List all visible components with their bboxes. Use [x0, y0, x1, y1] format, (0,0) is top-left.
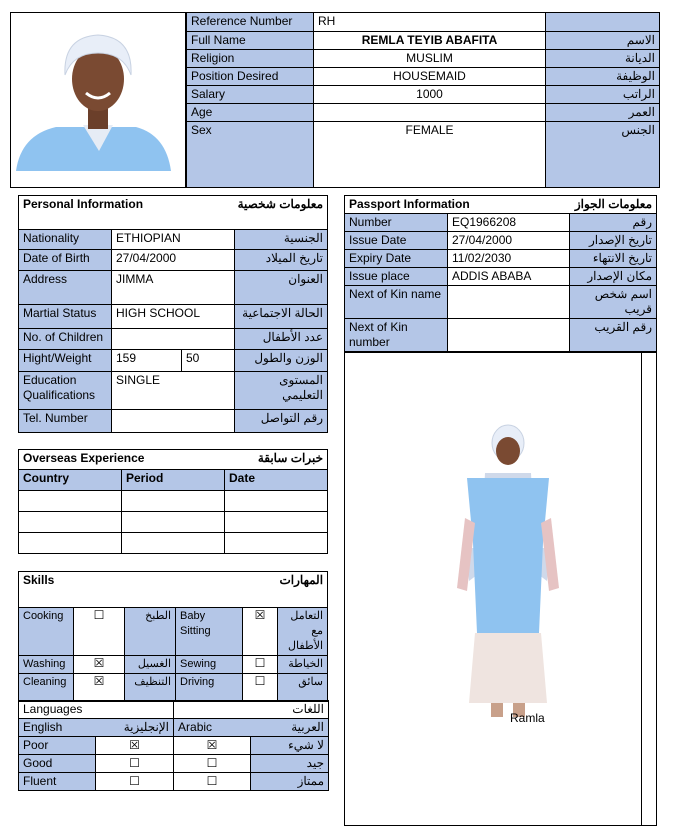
table-row	[19, 608, 328, 656]
portrait-photo	[11, 13, 185, 187]
table-row	[187, 122, 660, 188]
label-ar: عدد الأطفال	[235, 329, 328, 350]
english-checkbox[interactable]: ☐	[129, 774, 140, 788]
language-english-ar: الإنجليزية	[96, 719, 174, 737]
label-ar: العمر	[546, 104, 660, 122]
languages-table	[18, 700, 329, 791]
table-row	[19, 533, 328, 554]
label-ar: الجنسية	[235, 230, 328, 250]
section-title-ar: معلومات شخصية	[182, 196, 328, 230]
section-title-ar: معلومات الجواز	[570, 196, 657, 214]
table-row	[19, 372, 328, 410]
section-title-ar: خبرات سابقة	[225, 450, 328, 470]
table-row	[19, 674, 328, 702]
skill-checkbox[interactable]: ☐	[254, 656, 266, 670]
label: Sex	[187, 122, 314, 188]
english-checkbox[interactable]: ☐	[129, 756, 140, 770]
label: Nationality	[19, 230, 112, 250]
value	[314, 104, 546, 122]
table-row	[19, 305, 328, 329]
value: 27/04/2000	[448, 232, 570, 250]
arabic-checkbox[interactable]: ☐	[206, 774, 218, 788]
value: SINGLE	[112, 372, 235, 410]
label: Education Qualifications	[19, 372, 112, 410]
table-row	[19, 491, 328, 512]
label-ar: رقم التواصل	[235, 410, 328, 433]
label-ar: الحالة الاجتماعية	[235, 305, 328, 329]
skill-label: Sewing	[176, 656, 243, 674]
column-header: Date	[225, 470, 328, 491]
value	[448, 286, 570, 319]
label: Age	[187, 104, 314, 122]
full-body-photo	[405, 423, 605, 723]
cell	[225, 512, 328, 533]
language-arabic: Arabic	[174, 719, 251, 737]
label: Hight/Weight	[19, 350, 112, 372]
table-row	[19, 271, 328, 305]
label-ar: الراتب	[546, 86, 660, 104]
skill-checkbox[interactable]: ☒	[93, 674, 105, 688]
label: Issue Date	[345, 232, 448, 250]
cell	[19, 491, 122, 512]
overseas-experience-table	[18, 449, 328, 554]
portrait-photo-frame	[10, 12, 186, 188]
section-title-ar: المهارات	[176, 572, 328, 608]
full-body-photo-frame	[344, 352, 657, 826]
table-row	[19, 773, 329, 791]
value	[448, 319, 570, 352]
value: HOUSEMAID	[314, 68, 546, 86]
table-row	[19, 737, 329, 755]
value: 27/04/2000	[112, 250, 235, 271]
table-row	[187, 32, 660, 50]
cell	[122, 533, 225, 554]
table-row	[345, 286, 657, 319]
label: Salary	[187, 86, 314, 104]
skill-label-ar: الغسيل	[125, 656, 176, 674]
table-row	[187, 104, 660, 122]
cell	[225, 533, 328, 554]
cell	[122, 491, 225, 512]
table-row	[19, 656, 328, 674]
label-ar: رقم القريب	[570, 319, 657, 352]
skills-table	[18, 571, 328, 702]
cell	[122, 512, 225, 533]
cell	[225, 491, 328, 512]
label-ar: الوزن والطول	[235, 350, 328, 372]
english-checkbox[interactable]: ☒	[129, 738, 140, 752]
table-row	[19, 230, 328, 250]
label-ar: الوظيفة	[546, 68, 660, 86]
label-ar: تاريخ الإصدار	[570, 232, 657, 250]
skill-label-ar: سائق	[278, 674, 328, 702]
table-row	[187, 86, 660, 104]
skill-checkbox[interactable]: ☒	[254, 608, 266, 622]
label-ar: الاسم	[546, 32, 660, 50]
value	[112, 410, 235, 433]
table-row	[345, 268, 657, 286]
level-label: Poor	[19, 737, 96, 755]
arabic-checkbox[interactable]: ☐	[206, 756, 218, 770]
divider	[641, 353, 642, 825]
value: MUSLIM	[314, 50, 546, 68]
table-row	[19, 350, 328, 372]
table-row	[187, 68, 660, 86]
label-ar: مكان الإصدار	[570, 268, 657, 286]
table-row	[19, 512, 328, 533]
label: Address	[19, 271, 112, 305]
language-arabic-ar: العربية	[251, 719, 329, 737]
level-label-ar: لا شيء	[251, 737, 329, 755]
section-title-ar: اللغات	[174, 701, 329, 719]
table-row	[345, 232, 657, 250]
label-ar: الجنس	[546, 122, 660, 188]
arabic-checkbox[interactable]: ☒	[206, 738, 218, 752]
weight-value: 50	[182, 350, 235, 372]
label: Religion	[187, 50, 314, 68]
skill-checkbox[interactable]: ☐	[93, 608, 105, 622]
label: Tel. Number	[19, 410, 112, 433]
level-label-ar: ممتاز	[251, 773, 329, 791]
skill-checkbox[interactable]: ☐	[254, 674, 266, 688]
header-table	[186, 12, 660, 188]
label: Expiry Date	[345, 250, 448, 268]
level-label-ar: جيد	[251, 755, 329, 773]
value: FEMALE	[314, 122, 546, 188]
value: HIGH SCHOOL	[112, 305, 235, 329]
level-label: Fluent	[19, 773, 96, 791]
value: ETHIOPIAN	[112, 230, 235, 250]
section-title: Languages	[19, 701, 174, 719]
label: No. of Children	[19, 329, 112, 350]
table-row	[187, 50, 660, 68]
value: JIMMA	[112, 271, 235, 305]
table-row	[19, 410, 328, 433]
label: Reference Number	[187, 13, 314, 32]
skill-label-ar: التعامل مع الأطفال	[278, 608, 328, 656]
photo-caption: Ramla	[510, 711, 545, 725]
table-row	[345, 319, 657, 352]
label: Issue place	[345, 268, 448, 286]
cell	[19, 533, 122, 554]
value: 11/02/2030	[448, 250, 570, 268]
label: Martial Status	[19, 305, 112, 329]
passport-info-table	[344, 195, 657, 352]
label: Position Desired	[187, 68, 314, 86]
table-row	[19, 755, 329, 773]
personal-info-table	[18, 195, 328, 433]
skill-label: Washing	[19, 656, 74, 674]
label: Date of Birth	[19, 250, 112, 271]
label: Full Name	[187, 32, 314, 50]
label: Next of Kin number	[345, 319, 448, 352]
value: ADDIS ABABA	[448, 268, 570, 286]
cell	[19, 512, 122, 533]
label-ar: تاريخ الميلاد	[235, 250, 328, 271]
section-title: Personal Information	[19, 196, 182, 230]
skill-checkbox[interactable]: ☒	[93, 656, 105, 670]
label-ar: المستوى التعليمي	[235, 372, 328, 410]
label-ar: تاريخ الانتهاء	[570, 250, 657, 268]
label-ar: رقم	[570, 214, 657, 232]
table-row	[345, 250, 657, 268]
section-title: Overseas Experience	[19, 450, 225, 470]
level-label: Good	[19, 755, 96, 773]
language-english: English	[19, 719, 96, 737]
skill-label-ar: الخياطة	[278, 656, 328, 674]
label-ar: اسم شخص قريب	[570, 286, 657, 319]
label: Number	[345, 214, 448, 232]
value: RH	[314, 13, 546, 32]
value: EQ1966208	[448, 214, 570, 232]
table-row	[19, 250, 328, 271]
skill-label: Baby Sitting	[176, 608, 243, 656]
skill-label: Cooking	[19, 608, 74, 656]
value	[112, 329, 235, 350]
column-header: Period	[122, 470, 225, 491]
section-title: Skills	[19, 572, 176, 608]
height-value: 159	[112, 350, 182, 372]
section-title: Passport Information	[345, 196, 570, 214]
label-ar: العنوان	[235, 271, 328, 305]
skill-label-ar: الطبخ	[125, 608, 176, 656]
full-name: REMLA TEYIB ABAFITA	[314, 32, 546, 50]
skill-label-ar: التنظيف	[125, 674, 176, 702]
table-row	[19, 329, 328, 350]
value: 1000	[314, 86, 546, 104]
skill-label: Cleaning	[19, 674, 74, 702]
label: Next of Kin name	[345, 286, 448, 319]
table-row	[345, 214, 657, 232]
column-header: Country	[19, 470, 122, 491]
table-row	[187, 13, 660, 32]
skill-label: Driving	[176, 674, 243, 702]
label-ar: الديانة	[546, 50, 660, 68]
label-ar	[546, 13, 660, 32]
